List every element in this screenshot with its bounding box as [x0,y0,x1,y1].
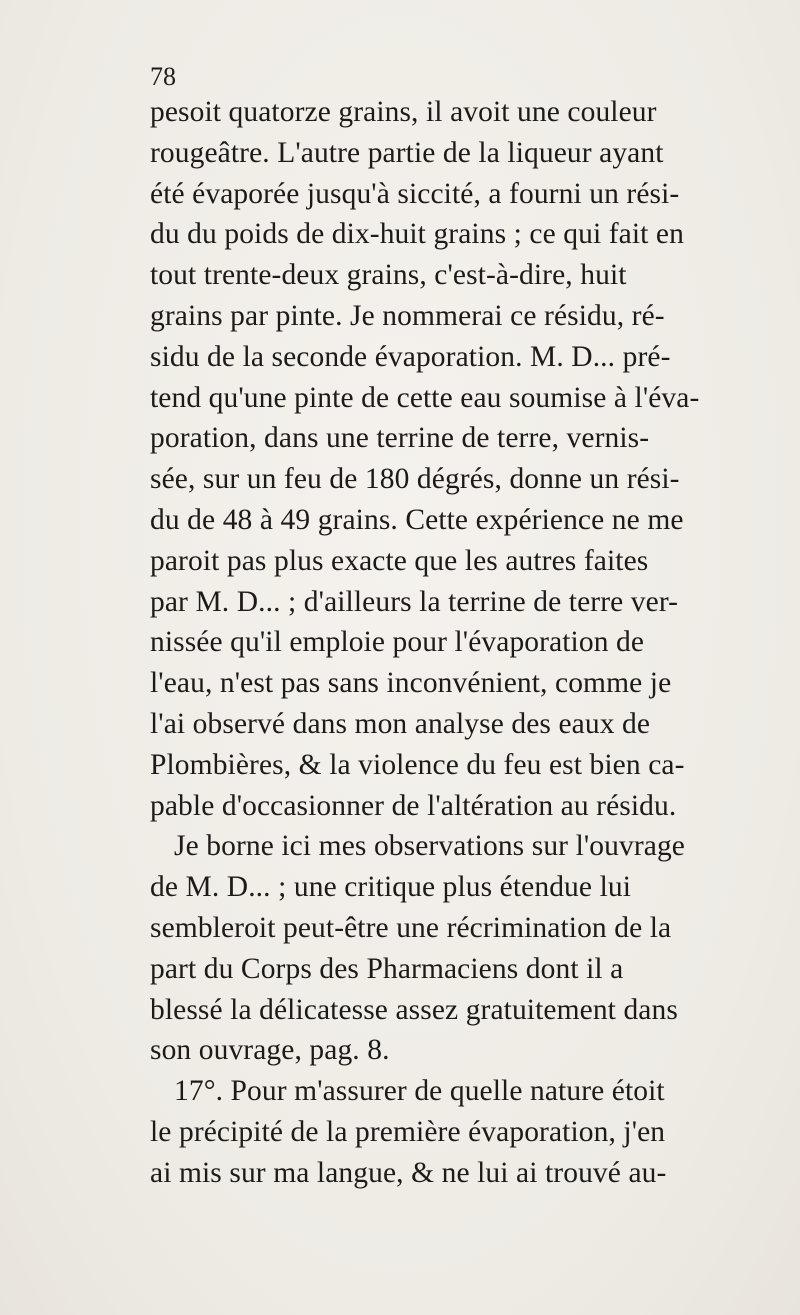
text-line: son ouvrage, pag. 8. [150,1034,390,1067]
body-text [150,92,800,1194]
text-line: poration, dans une terrine de terre, vernis- [150,422,650,455]
text-line: tend qu'une pinte de cette eau soumise à l'éva- [150,381,700,414]
text-line: du de 48 à 49 grains. Cette expérience ne me [150,503,684,536]
text-line: été évaporée jusqu'à siccité, a fourni un rési- [150,177,680,210]
text-line: grains par pinte. Je nommerai ce résidu, ré- [150,299,665,332]
text-line: pable d'occasionner de l'altération au résidu. [150,789,677,822]
text-line: blessé la délicatesse assez gratuitement dans [150,993,678,1026]
text-line: sidu de la seconde évaporation. M. D... pré- [150,340,671,373]
text-line: sée, sur un feu de 180 dégrés, donne un rési- [150,463,680,496]
text-line: 17°. Pour m'assurer de quelle nature étoit [174,1075,665,1108]
text-line: Plombières, & la violence du feu est bien ca- [150,748,685,781]
text-line: Je borne ici mes observations sur l'ouvrage [174,830,685,863]
text-line: du du poids de dix-huit grains ; ce qui fait en [150,218,684,251]
text-line: tout trente-deux grains, c'est-à-dire, huit [150,259,627,292]
text-line: de M. D... ; une critique plus étendue lui [150,871,632,904]
text-line: l'eau, n'est pas sans inconvénient, comme je [150,667,672,700]
page-number: 78 [150,62,176,91]
text-line: nissée qu'il emploie pour l'évaporation de [150,626,645,659]
text-line: ai mis sur ma langue, & ne lui ai trouvé au- [150,1156,667,1189]
text-line: rougeâtre. L'autre partie de la liqueur ayant [150,136,664,169]
text-line: pesoit quatorze grains, il avoit une couleur [150,96,657,128]
text-line: sembleroit peut-être une récrimination de la [150,911,672,944]
text-line: part du Corps des Pharmaciens dont il a [150,952,624,985]
text-line: par M. D... ; d'ailleurs la terrine de terre ver- [150,585,679,618]
text-line: le précipité de la première évaporation, j'en [150,1115,666,1148]
text-line: l'ai observé dans mon analyse des eaux de [150,707,651,740]
text-line: paroit pas plus exacte que les autres faites [150,544,649,577]
